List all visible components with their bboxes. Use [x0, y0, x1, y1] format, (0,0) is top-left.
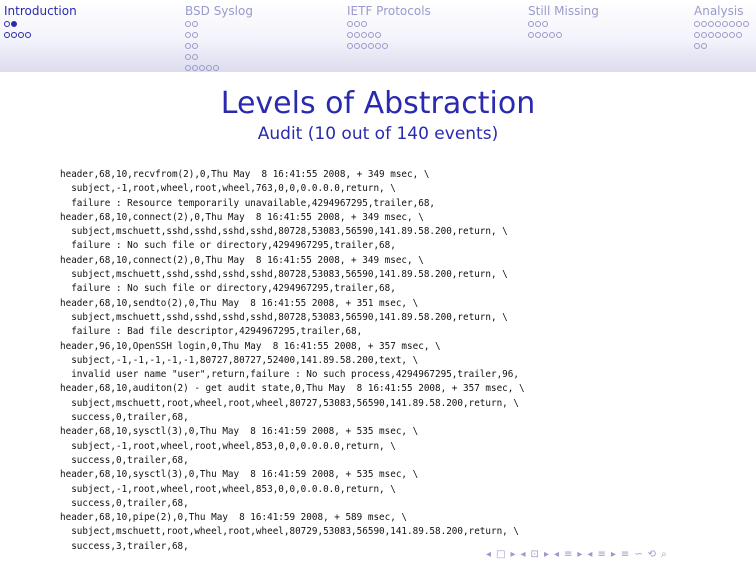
- nav-frame-dot[interactable]: [185, 32, 191, 38]
- log-line: subject,mschuett,sshd,sshd,sshd,sshd,80728,53083,56590,141.89.58.200,return, \: [60, 226, 508, 238]
- log-line: subject,mschuett,root,wheel,root,wheel,80727,53083,56590,141.89.58.200,return, \: [60, 397, 519, 409]
- nav-frame-dot[interactable]: [4, 32, 10, 38]
- nav-frame-dot[interactable]: [382, 43, 388, 49]
- nav-frame-dot[interactable]: [736, 32, 742, 38]
- nav-frame-dot[interactable]: [354, 43, 360, 49]
- nav-section-bsd-syslog[interactable]: [185, 4, 253, 73]
- nav-dot-row: [185, 21, 253, 29]
- nav-frame-dot[interactable]: [528, 21, 534, 27]
- log-line: header,68,10,sendto(2),0,Thu May 8 16:41:55 2008, + 351 msec, \: [60, 297, 419, 309]
- nav-frame-dot[interactable]: [542, 21, 548, 27]
- log-line: success,0,trailer,68,: [60, 454, 189, 466]
- section-navigation-bar: [0, 0, 756, 72]
- nav-frame-dot[interactable]: [368, 32, 374, 38]
- log-line: success,0,trailer,68,: [60, 497, 189, 509]
- log-line: header,68,10,recvfrom(2),0,Thu May 8 16:41:55 2008, + 349 msec, \: [60, 169, 430, 180]
- beamer-nav-icon[interactable]: ≡: [597, 549, 606, 560]
- log-line: header,68,10,auditon(2) - get audit state,0,Thu May 8 16:41:55 2008, + 357 msec, \: [60, 383, 525, 395]
- nav-frame-dot[interactable]: [11, 21, 17, 27]
- beamer-nav-icon[interactable]: ◂: [587, 549, 593, 560]
- nav-frame-dot[interactable]: [368, 43, 374, 49]
- nav-frame-dot[interactable]: [192, 43, 198, 49]
- log-line: subject,-1,-1,-1,-1,-1,80727,80727,52400,141.89.58.200,text, \: [60, 354, 419, 366]
- audit-log-listing: [60, 168, 750, 554]
- log-line: header,68,10,sysctl(3),0,Thu May 8 16:41:59 2008, + 535 msec, \: [60, 426, 419, 438]
- log-line: success,3,trailer,68,: [60, 540, 189, 552]
- nav-dot-row: [4, 21, 77, 29]
- nav-frame-dot[interactable]: [694, 21, 700, 27]
- log-line: failure : Bad file descriptor,4294967295,trailer,68,: [60, 326, 363, 338]
- nav-section-title[interactable]: Introduction: [4, 4, 77, 18]
- beamer-nav-icon[interactable]: ▸: [577, 549, 583, 560]
- log-line: failure : Resource temporarily unavailable,4294967295,trailer,68,: [60, 197, 436, 209]
- beamer-nav-icon[interactable]: ▸: [510, 549, 516, 560]
- nav-section-ietf-protocols[interactable]: [347, 4, 431, 51]
- nav-frame-dot[interactable]: [708, 32, 714, 38]
- log-line: header,68,10,connect(2),0,Thu May 8 16:41:55 2008, + 349 msec, \: [60, 211, 424, 223]
- nav-dot-row: [528, 21, 599, 29]
- log-line: failure : No such file or directory,4294967295,trailer,68,: [60, 240, 396, 252]
- log-line: header,68,10,sysctl(3),0,Thu May 8 16:41:59 2008, + 535 msec, \: [60, 469, 419, 481]
- nav-dot-row: [185, 54, 253, 62]
- nav-frame-dot[interactable]: [361, 21, 367, 27]
- log-line: subject,mschuett,sshd,sshd,sshd,sshd,80728,53083,56590,141.89.58.200,return, \: [60, 311, 508, 323]
- nav-frame-dot[interactable]: [708, 21, 714, 27]
- nav-frame-dot[interactable]: [213, 65, 219, 71]
- nav-frame-dot[interactable]: [354, 32, 360, 38]
- nav-frame-dot[interactable]: [375, 43, 381, 49]
- nav-section-title[interactable]: Still Missing: [528, 4, 599, 18]
- nav-frame-dot[interactable]: [715, 32, 721, 38]
- nav-dot-row: [694, 21, 750, 29]
- nav-dot-row: [347, 32, 431, 40]
- nav-dot-row: [185, 65, 253, 73]
- frame-subtitle: Audit (10 out of 140 events): [257, 124, 499, 144]
- nav-section-still-missing[interactable]: [528, 4, 599, 40]
- nav-frame-dot[interactable]: [192, 21, 198, 27]
- beamer-navigation-controls: [486, 549, 672, 561]
- nav-dot-row: [185, 43, 253, 51]
- nav-section-title[interactable]: BSD Syslog: [185, 4, 253, 18]
- log-line: header,68,10,connect(2),0,Thu May 8 16:41:55 2008, + 349 msec, \: [60, 254, 424, 266]
- nav-dot-row: [185, 32, 253, 40]
- nav-frame-dot[interactable]: [18, 32, 24, 38]
- nav-frame-dot[interactable]: [185, 54, 191, 60]
- beamer-nav-icon[interactable]: ◂: [520, 549, 526, 560]
- nav-frame-dot[interactable]: [701, 43, 707, 49]
- nav-frame-dot[interactable]: [701, 21, 707, 27]
- nav-section-analysis[interactable]: [694, 4, 750, 51]
- nav-subsection-dots: [4, 21, 77, 40]
- nav-frame-dot[interactable]: [192, 54, 198, 60]
- nav-frame-dot[interactable]: [192, 65, 198, 71]
- nav-frame-dot[interactable]: [361, 43, 367, 49]
- nav-frame-dot[interactable]: [556, 32, 562, 38]
- beamer-nav-icon[interactable]: ⟲: [647, 549, 657, 560]
- beamer-nav-icon[interactable]: ⊡: [530, 549, 539, 560]
- nav-subsection-dots: [185, 21, 253, 73]
- nav-frame-dot[interactable]: [722, 32, 728, 38]
- nav-dot-row: [694, 43, 750, 51]
- nav-frame-dot[interactable]: [535, 32, 541, 38]
- nav-frame-dot[interactable]: [736, 21, 742, 27]
- nav-frame-dot[interactable]: [535, 21, 541, 27]
- nav-frame-dot[interactable]: [25, 32, 31, 38]
- nav-dot-row: [4, 32, 77, 40]
- beamer-nav-icon[interactable]: ≡: [564, 549, 573, 560]
- nav-frame-dot[interactable]: [701, 32, 707, 38]
- nav-section-introduction[interactable]: [4, 4, 77, 40]
- log-line: header,68,10,pipe(2),0,Thu May 8 16:41:59 2008, + 589 msec, \: [60, 512, 408, 524]
- nav-dot-row: [347, 43, 431, 51]
- beamer-nav-icon[interactable]: ▸: [610, 549, 616, 560]
- frame-title-block: [0, 86, 756, 144]
- beamer-nav-icon[interactable]: ≡: [620, 549, 630, 560]
- log-line: subject,mschuett,sshd,sshd,sshd,sshd,80728,53083,56590,141.89.58.200,return, \: [60, 269, 508, 281]
- nav-frame-dot[interactable]: [743, 21, 749, 27]
- nav-frame-dot[interactable]: [375, 32, 381, 38]
- nav-frame-dot[interactable]: [11, 32, 17, 38]
- nav-section-title[interactable]: Analysis: [694, 4, 744, 18]
- nav-frame-dot[interactable]: [4, 21, 10, 27]
- nav-subsection-dots: [528, 21, 599, 40]
- log-line: subject,mschuett,root,wheel,root,wheel,80729,53083,56590,141.89.58.200,return, \: [60, 526, 519, 538]
- nav-frame-dot[interactable]: [206, 65, 212, 71]
- beamer-nav-icon[interactable]: ▸: [543, 549, 549, 560]
- beamer-nav-icon[interactable]: ◂: [553, 549, 559, 560]
- nav-frame-dot[interactable]: [354, 21, 360, 27]
- nav-dot-row: [347, 21, 431, 29]
- nav-frame-dot[interactable]: [199, 65, 205, 71]
- nav-frame-dot[interactable]: [528, 32, 534, 38]
- nav-frame-dot[interactable]: [722, 21, 728, 27]
- log-line: invalid user name "user",return,failure : No such process,4294967295,trailer,96,: [60, 369, 519, 381]
- nav-dot-row: [694, 32, 750, 40]
- nav-subsection-dots: [694, 21, 750, 51]
- frame-title: Levels of Abstraction: [220, 86, 536, 121]
- beamer-nav-icon[interactable]: ∽: [634, 549, 643, 560]
- log-line: failure : No such file or directory,4294967295,trailer,68,: [60, 283, 396, 295]
- nav-frame-dot[interactable]: [347, 21, 353, 27]
- nav-frame-dot[interactable]: [185, 43, 191, 49]
- nav-frame-dot[interactable]: [694, 43, 700, 49]
- nav-frame-dot[interactable]: [729, 32, 735, 38]
- log-line: success,0,trailer,68,: [60, 412, 189, 424]
- nav-subsection-dots: [347, 21, 431, 51]
- nav-frame-dot[interactable]: [694, 32, 700, 38]
- nav-frame-dot[interactable]: [715, 21, 721, 27]
- nav-frame-dot[interactable]: [185, 65, 191, 71]
- nav-frame-dot[interactable]: [347, 32, 353, 38]
- log-line: subject,-1,root,wheel,root,wheel,853,0,0,0.0.0.0,return, \: [60, 440, 396, 452]
- nav-frame-dot[interactable]: [185, 21, 191, 27]
- beamer-nav-icon[interactable]: ◂: [486, 549, 492, 560]
- nav-frame-dot[interactable]: [542, 32, 548, 38]
- nav-frame-dot[interactable]: [192, 32, 198, 38]
- log-line: header,96,10,OpenSSH login,0,Thu May 8 16:41:55 2008, + 357 msec, \: [60, 340, 441, 352]
- nav-frame-dot[interactable]: [729, 21, 735, 27]
- nav-frame-dot[interactable]: [549, 32, 555, 38]
- nav-dot-row: [528, 32, 599, 40]
- log-line: subject,-1,root,wheel,root,wheel,853,0,0,0.0.0.0,return, \: [60, 483, 396, 495]
- nav-frame-dot[interactable]: [347, 43, 353, 49]
- nav-frame-dot[interactable]: [361, 32, 367, 38]
- beamer-nav-icon[interactable]: ⌕: [661, 549, 667, 560]
- beamer-nav-icon[interactable]: □: [496, 549, 506, 560]
- log-line: subject,-1,root,wheel,root,wheel,763,0,0,0.0.0.0,return, \: [60, 183, 396, 195]
- nav-section-title[interactable]: IETF Protocols: [347, 4, 431, 18]
